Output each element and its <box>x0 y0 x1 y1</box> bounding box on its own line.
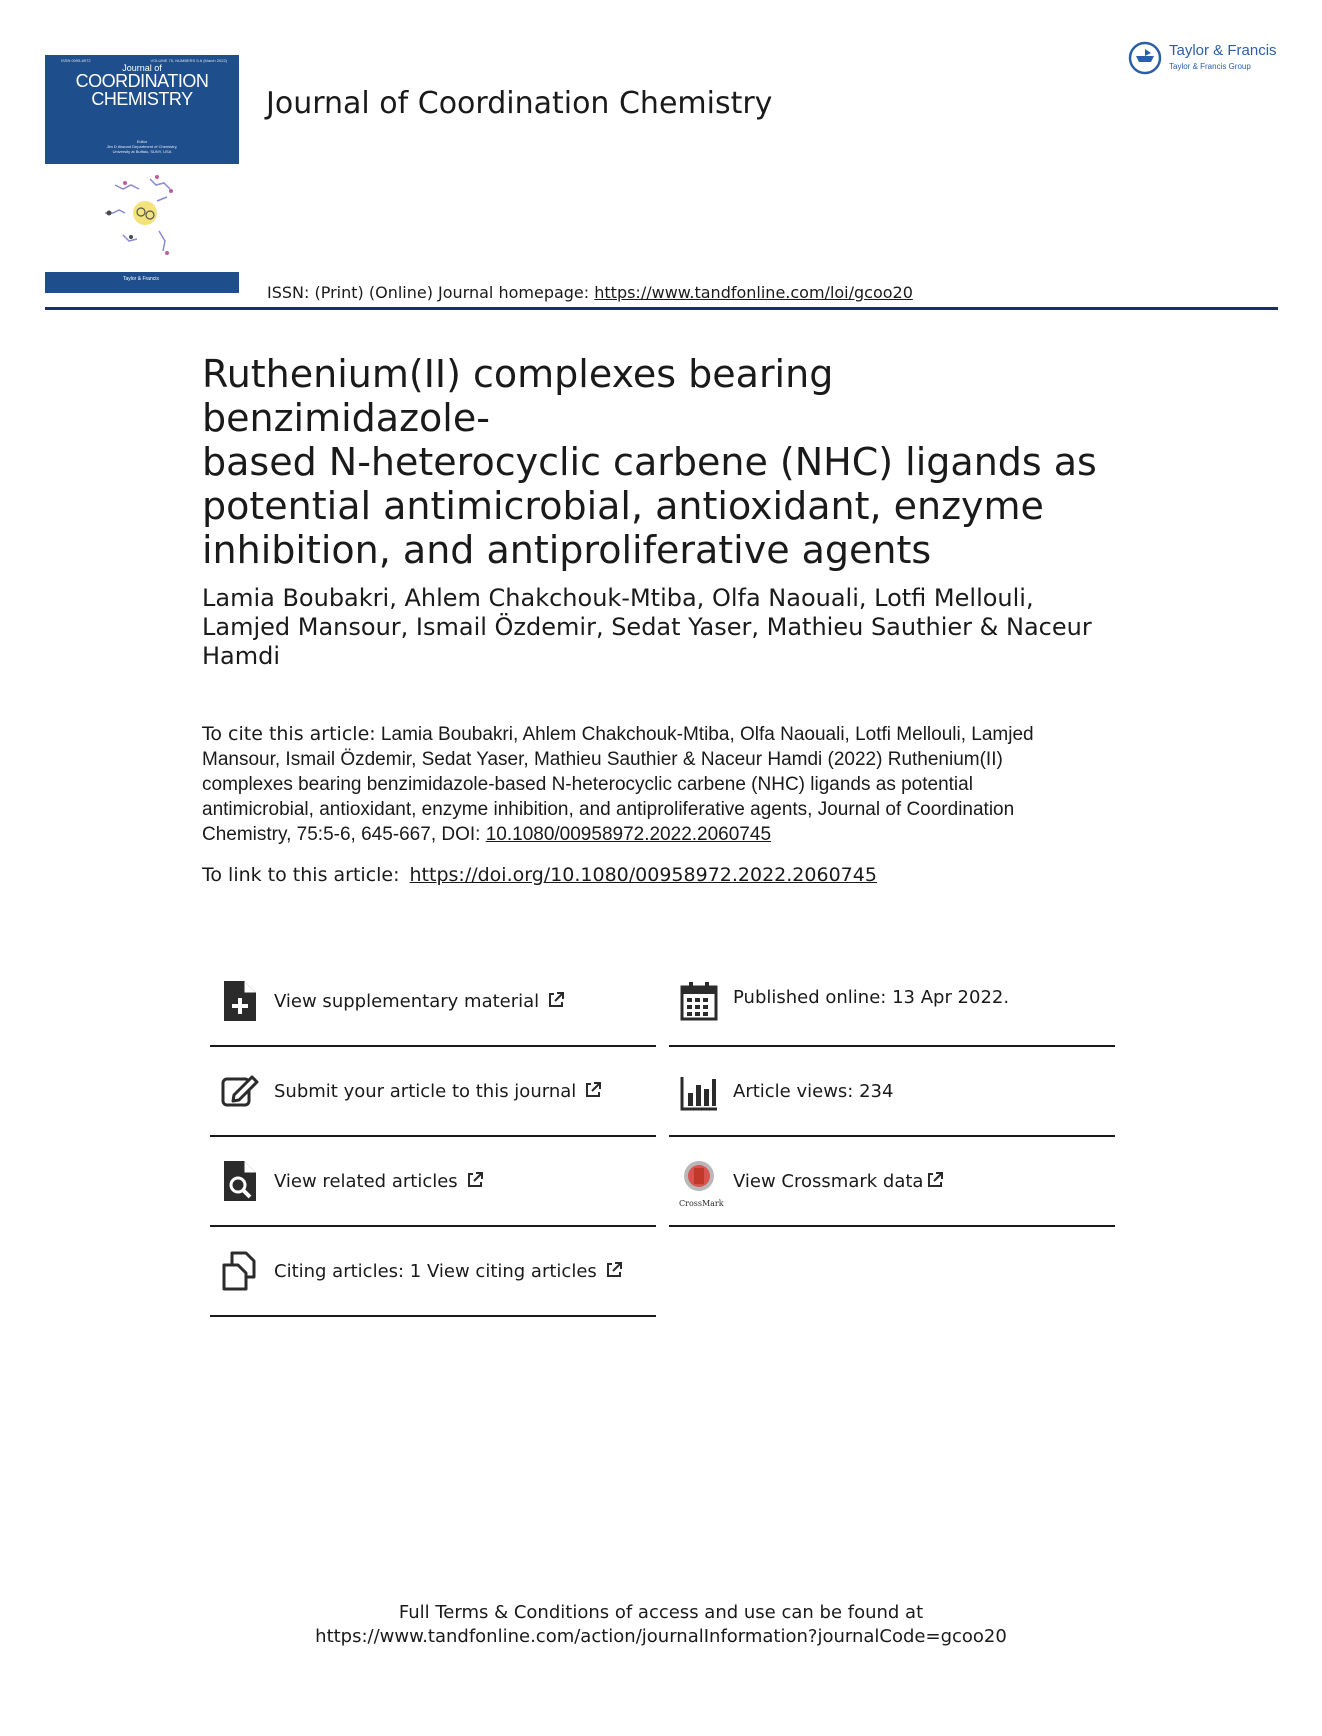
link-label: To link to this article: <box>202 864 400 886</box>
article-title-line: inhibition, and antiproliferative agents <box>202 528 932 572</box>
external-link-icon <box>466 1171 484 1189</box>
calendar-icon <box>679 979 719 1023</box>
author-line: Lamjed Mansour, Ismail Özdemir, Sedat Yaser, Mathieu Sauthier & Naceur <box>202 613 1092 641</box>
external-link-icon <box>926 1171 944 1189</box>
article-views-info <box>669 1047 1115 1137</box>
supplementary-text: View supplementary material <box>274 991 540 1012</box>
submit-label <box>274 1081 602 1102</box>
crossmark-text: View Crossmark data <box>733 1171 924 1192</box>
author-list <box>202 584 1122 671</box>
related-articles-link[interactable] <box>210 1137 656 1227</box>
footer-url[interactable]: https://www.tandfonline.com/action/journalInformation?journalCode=gcoo20 <box>315 1626 1007 1647</box>
cover-editor-line: Jim D Atwood Department of Chemistry, <box>106 144 178 149</box>
supplementary-label <box>274 991 565 1012</box>
cover-editor-line: Editor <box>136 139 148 144</box>
article-views-text: Article views: 234 <box>733 1081 894 1102</box>
cover-chemistry: CHEMISTRY <box>91 89 193 109</box>
cover-coordination: COORDINATION <box>75 71 209 91</box>
cover-publisher-band <box>45 272 239 293</box>
footer-terms <box>0 1601 1322 1649</box>
cover-editor-band <box>45 137 239 164</box>
article-title-line: Ruthenium(II) complexes bearing benzimidazole- <box>202 352 834 440</box>
crossmark-icon <box>679 1159 719 1203</box>
journal-homepage-link[interactable]: https://www.tandfonline.com/loi/gcoo20 <box>594 283 913 302</box>
copy-documents-icon <box>220 1249 260 1293</box>
related-text: View related articles <box>274 1171 458 1192</box>
external-link-icon <box>584 1081 602 1099</box>
published-online-info <box>669 957 1115 1047</box>
citing-label <box>274 1261 623 1282</box>
logo-group: Taylor & Francis Group <box>1169 62 1251 71</box>
cover-editor-text <box>45 139 239 154</box>
cover-publisher: Taylor & Francis <box>123 276 159 282</box>
logo-name: Taylor & Francis <box>1169 42 1277 59</box>
submit-article-link[interactable] <box>210 1047 656 1137</box>
doi-link[interactable]: 10.1080/00958972.2022.2060745 <box>485 824 772 845</box>
cover-volume: VOLUME 75, NUMBERS 5-6 (March 2022) <box>150 58 227 63</box>
issn-line <box>267 283 913 302</box>
cite-text: complexes bearing benzimidazole-based N-heterocyclic carbene (NHC) ligands as potential <box>202 774 973 795</box>
file-plus-icon <box>220 979 260 1023</box>
taylor-francis-logo-icon <box>1127 40 1163 76</box>
file-search-icon <box>220 1159 260 1203</box>
journal-title[interactable]: Journal of Coordination Chemistry <box>266 86 773 121</box>
article-link-line <box>202 864 877 886</box>
article-title <box>202 352 1122 572</box>
external-link-icon <box>547 991 565 1009</box>
cite-text: antimicrobial, antioxidant, enzyme inhibition, and antiproliferative agents, Journal of Coordination <box>202 799 1015 820</box>
crossmark-label <box>733 1171 944 1192</box>
article-title-line: potential antimicrobial, antioxidant, enzyme <box>202 484 1044 528</box>
citing-articles-link[interactable] <box>210 1227 656 1317</box>
cite-text: Chemistry, 75:5-6, 645-667, DOI: <box>202 824 486 845</box>
cite-text: Mansour, Ismail Özdemir, Sedat Yaser, Mathieu Sauthier & Naceur Hamdi (2022) Ruthenium(II) <box>202 749 1003 770</box>
cover-journal-name <box>45 72 239 108</box>
taylor-francis-logo[interactable] <box>1127 38 1282 78</box>
external-link-icon <box>605 1261 623 1279</box>
author-line: Lamia Boubakri, Ahlem Chakchouk-Mtiba, Olfa Naouali, Lotfi Mellouli, <box>202 584 1034 612</box>
bar-chart-icon <box>679 1069 719 1113</box>
cover-journal-of: Journal of <box>122 63 162 73</box>
supplementary-material-link[interactable] <box>210 957 656 1047</box>
citing-text: Citing articles: 1 View citing articles <box>274 1261 597 1282</box>
citation-block <box>202 722 1122 847</box>
published-online-text: Published online: 13 Apr 2022. <box>733 987 1010 1008</box>
journal-cover-thumbnail[interactable] <box>45 55 239 295</box>
author-line: Hamdi <box>202 642 281 670</box>
crossmark-link[interactable] <box>669 1137 1115 1227</box>
issn-label: ISSN: (Print) (Online) Journal homepage: <box>267 283 595 302</box>
header-divider <box>45 307 1278 310</box>
cover-editor-line: University at Buffalo, SUNY, USA <box>112 149 172 154</box>
article-title-line: based N-heterocyclic carbene (NHC) ligands as <box>202 440 1097 484</box>
crossmark-caption: CrossMark <box>679 1199 724 1208</box>
cover-molecule-illustration <box>95 165 195 265</box>
cover-issn: ISSN 0095-8972 <box>61 58 91 63</box>
edit-icon <box>220 1069 260 1113</box>
submit-text: Submit your article to this journal <box>274 1081 577 1102</box>
footer-line: Full Terms & Conditions of access and use can be found at <box>398 1602 924 1623</box>
related-label <box>274 1171 484 1192</box>
cite-label: To cite this article: <box>202 723 376 745</box>
cover-top-band <box>45 55 239 137</box>
article-doi-url[interactable]: https://doi.org/10.1080/00958972.2022.2060745 <box>409 864 877 886</box>
cite-text: Lamia Boubakri, Ahlem Chakchouk-Mtiba, Olfa Naouali, Lotfi Mellouli, Lamjed <box>375 724 1034 745</box>
